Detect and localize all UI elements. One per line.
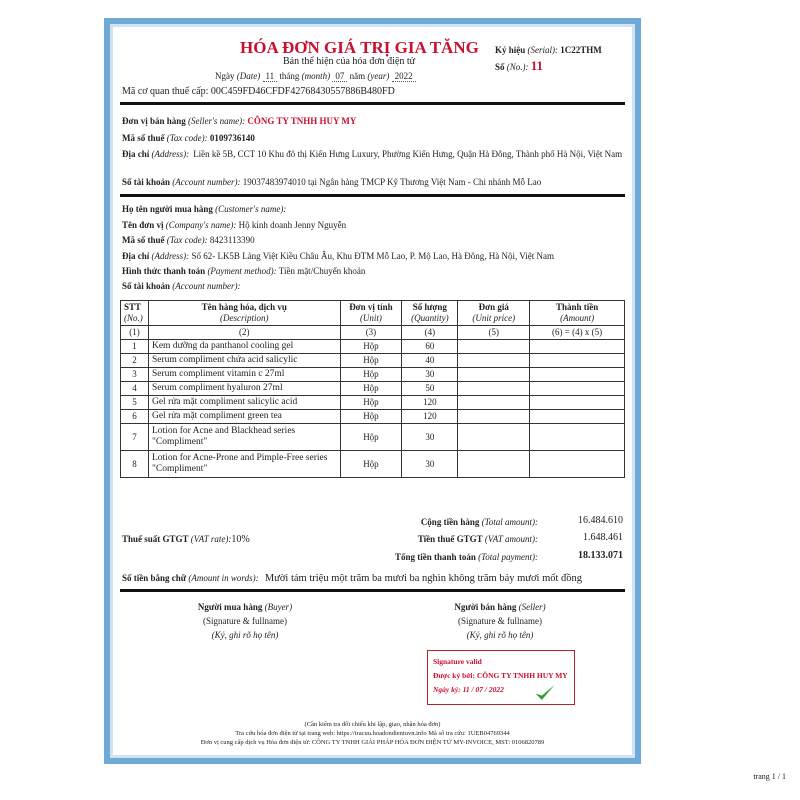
row-quantity: 30	[402, 368, 458, 382]
buyer-tax: Mã số thuế (Tax code): 8423113390	[122, 235, 255, 245]
divider	[120, 102, 625, 105]
row-no: 7	[121, 424, 149, 451]
row-no: 5	[121, 396, 149, 410]
row-unit: Hộp	[340, 451, 402, 478]
row-amount	[530, 382, 625, 396]
divider	[120, 194, 625, 197]
table-row	[121, 410, 625, 424]
table-row	[121, 382, 625, 396]
row-description: Serum compliment hyaluron 27ml	[148, 382, 340, 396]
buyer-account: Số tài khoản (Account number):	[122, 281, 241, 291]
seller-tax: Mã số thuế (Tax code): 0109736140	[122, 133, 255, 143]
checkmark-icon	[532, 684, 558, 702]
row-quantity: 30	[402, 451, 458, 478]
row-quantity: 30	[402, 424, 458, 451]
invoice-subtitle: Bản thể hiện của hóa đơn điện tử	[283, 56, 416, 67]
page-number: trang 1 / 1	[753, 772, 786, 781]
row-amount	[530, 451, 625, 478]
seller-account: Số tài khoản (Account number): 19037483974010 tại Ngân hàng TMCP Kỹ Thương Việt Nam - Chi nhánh Mỗ Lao	[122, 177, 542, 187]
row-unit: Hộp	[340, 368, 402, 382]
index-cell: (5)	[458, 326, 530, 340]
tax-authority-code: Mã cơ quan thuế cấp: 00C459FD46CFDF42768430557886B480FD	[122, 86, 395, 97]
digital-signature-box: Signature valid Được ký bởi: CÔNG TY TNHH HUY MY Ngày ký: 11 / 07 / 2022	[427, 650, 575, 705]
column-header: Số lượng (Quantity)	[402, 301, 458, 326]
index-cell: (4)	[402, 326, 458, 340]
row-amount	[530, 340, 625, 354]
row-quantity: 120	[402, 410, 458, 424]
column-header: Thành tiền (Amount)	[530, 301, 625, 326]
index-cell: (3)	[340, 326, 402, 340]
invoice-number: Số (No.): 11	[495, 58, 544, 73]
row-unit: Hộp	[340, 424, 402, 451]
row-no: 3	[121, 368, 149, 382]
row-description: Gel rửa mặt compliment salicylic acid	[148, 396, 340, 410]
buyer-address: Địa chỉ (Address): Số 62- LK5B Làng Việt Kiều Châu Âu, Khu ĐTM Mỗ Lao, P. Mộ Lao, Hà Đông, Hà Nội, Việt Nam	[122, 251, 554, 261]
payment-method: Hình thức thanh toán (Payment method): Tiền mặt/Chuyển khoản	[122, 266, 366, 276]
row-quantity: 50	[402, 382, 458, 396]
table-row	[121, 396, 625, 410]
invoice-title: HÓA ĐƠN GIÁ TRỊ GIA TĂNG	[240, 38, 479, 57]
vat-amount: 1.648.461	[583, 532, 623, 543]
row-no: 2	[121, 354, 149, 368]
row-description: Serum compliment chứa acid salicylic	[148, 354, 340, 368]
column-header: Tên hàng hóa, dịch vụ (Description)	[148, 301, 340, 326]
row-amount	[530, 410, 625, 424]
buyer-company: Tên đơn vị (Company's name): Hộ kinh doanh Jenny Nguyễn	[122, 220, 347, 230]
table-row	[121, 368, 625, 382]
invoice-date: Ngày (Date) 11 tháng (month) 07 năm (year) 2022	[215, 70, 416, 82]
total-amount-label: Cộng tiền hàng (Total amount):	[420, 517, 538, 527]
row-description: Lotion for Acne-Prone and Pimple-Free series "Compliment"	[148, 451, 340, 478]
customer-name: Họ tên người mua hàng (Customer's name):	[122, 204, 287, 214]
column-header: Đơn vị tính (Unit)	[340, 301, 402, 326]
items-table	[120, 300, 625, 478]
index-cell: (1)	[121, 326, 149, 340]
index-cell: (6) = (4) x (5)	[530, 326, 625, 340]
row-amount	[530, 396, 625, 410]
row-amount	[530, 354, 625, 368]
seller-signature: Người bán hàng (Seller) (Signature & fullname) (Ký, ghi rõ họ tên)	[454, 602, 546, 640]
table-row	[121, 424, 625, 451]
buyer-signature: Người mua hàng (Buyer) (Signature & fullname) (Ký, ghi rõ họ tên)	[197, 602, 293, 640]
row-no: 8	[121, 451, 149, 478]
total-payment: 18.133.071	[578, 550, 623, 561]
amount-in-words: Số tiền bằng chữ (Amount in words): Mười tám triệu một trăm ba mươi ba nghìn không trăm bảy mươi mốt đồng	[122, 573, 583, 584]
row-quantity: 60	[402, 340, 458, 354]
table-row	[121, 340, 625, 354]
row-quantity: 120	[402, 396, 458, 410]
footer: (Cần kiểm tra đối chiếu khi lập, giao, nhận hóa đơn) Tra cứu hóa đơn điện tử tại trang web: https://tracuu.hoadondientuvn.info Mã số tra cứu: 1UEB04769344 Đơn vị cung cấp dịch vụ Hóa đơn điện tử: CÔNG TY TNHH GIẢI PHÁP HÓA ĐƠN ĐIỆN TỬ MY-INVOICE, MST: 0106820789	[200, 721, 545, 746]
serial: Ký hiệu (Serial): 1C22THM	[495, 45, 602, 55]
column-header: STT (No.)	[121, 301, 149, 326]
row-unit-price	[458, 340, 530, 354]
row-amount	[530, 424, 625, 451]
row-description: Gel rửa mặt compliment green tea	[148, 410, 340, 424]
divider	[120, 589, 625, 592]
table-row	[121, 451, 625, 478]
row-description: Lotion for Acne and Blackhead series "Compliment"	[148, 424, 340, 451]
row-unit-price	[458, 410, 530, 424]
row-unit: Hộp	[340, 396, 402, 410]
index-cell: (2)	[148, 326, 340, 340]
row-unit-price	[458, 368, 530, 382]
row-amount	[530, 368, 625, 382]
row-no: 6	[121, 410, 149, 424]
row-unit-price	[458, 396, 530, 410]
seller-address: Địa chỉ (Address): Liền kề 5B, CCT 10 Khu đô thị Kiến Hưng Luxury, Phường Kiến Hưng, Quận Hà Đông, Thành phố Hà Nội, Việt Nam	[122, 149, 623, 159]
table-row	[121, 354, 625, 368]
total-payment-label: Tổng tiền thanh toán (Total payment):	[395, 552, 538, 562]
row-unit-price	[458, 354, 530, 368]
row-quantity: 40	[402, 354, 458, 368]
row-unit-price	[458, 424, 530, 451]
row-unit-price	[458, 451, 530, 478]
row-unit-price	[458, 382, 530, 396]
vat-amount-label: Tiền thuế GTGT (VAT amount):	[417, 534, 538, 544]
column-header: Đơn giá (Unit price)	[458, 301, 530, 326]
row-unit: Hộp	[340, 382, 402, 396]
row-unit: Hộp	[340, 354, 402, 368]
row-no: 4	[121, 382, 149, 396]
row-description: Serum compliment vitamin c 27ml	[148, 368, 340, 382]
total-amount: 16.484.610	[578, 515, 623, 526]
row-no: 1	[121, 340, 149, 354]
row-unit: Hộp	[340, 410, 402, 424]
row-description: Kem dưỡng da panthanol cooling gel	[148, 340, 340, 354]
row-unit: Hộp	[340, 340, 402, 354]
vat-rate: Thuế suất GTGT (VAT rate):10%	[122, 534, 250, 545]
seller-name: Đơn vị bán hàng (Seller's name): CÔNG TY TNHH HUY MY	[122, 116, 357, 126]
